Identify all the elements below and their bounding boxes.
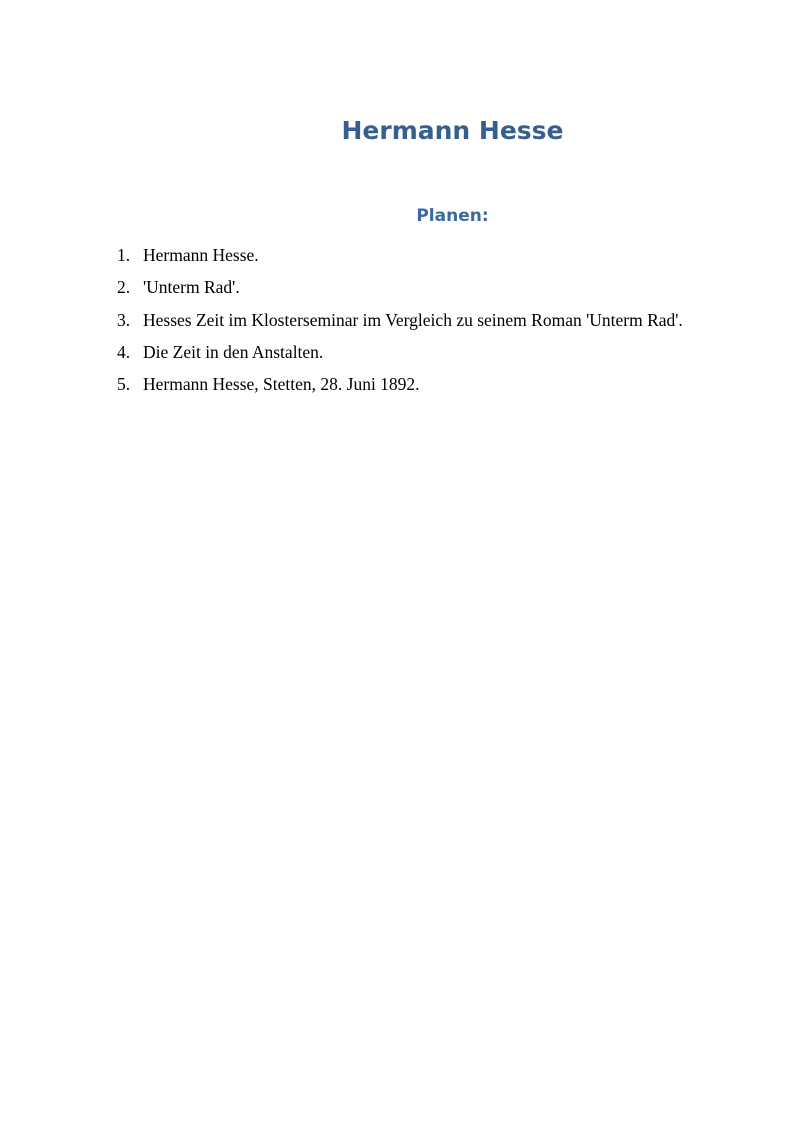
list-item-number: 1. <box>117 245 131 265</box>
list-item-text: Hesses Zeit im Klosterseminar im Vergleich zu seinem Roman 'Unterm Rad'. <box>143 309 683 330</box>
list-item <box>117 239 683 271</box>
list-item <box>117 271 683 303</box>
plan-list <box>117 239 683 400</box>
list-item <box>117 304 683 336</box>
list-item-text: Hermann Hesse, Stetten, 28. Juni 1892. <box>143 374 420 395</box>
list-item-number: 4. <box>117 341 131 362</box>
document-title: Hermann Hesse <box>341 116 564 145</box>
list-item-number: 3. <box>117 309 131 330</box>
list-item-number: 2. <box>117 277 131 298</box>
list-item-text: Die Zeit in den Anstalten. <box>143 341 324 362</box>
list-item <box>117 336 683 368</box>
list-item <box>117 368 683 400</box>
list-item-text: 'Unterm Rad'. <box>143 277 240 298</box>
section-heading: Planen: <box>416 206 489 226</box>
list-item-number: 5. <box>117 374 131 395</box>
list-item-text: Hermann Hesse. <box>143 245 259 265</box>
